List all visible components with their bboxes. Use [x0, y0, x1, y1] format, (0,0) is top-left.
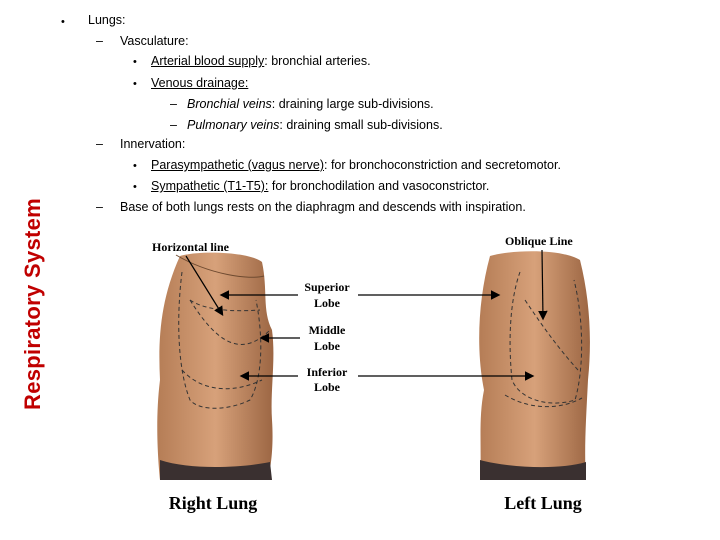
superior-lobe-label: Lobe — [313, 296, 341, 310]
pulmonary-veins: Pulmonary veins: draining small sub-divisions. — [187, 118, 443, 132]
bullet-icon: • — [133, 160, 137, 172]
vasculature-label: Vasculature: — [120, 34, 189, 48]
parasympathetic: Parasympathetic (vagus nerve): for bronchoconstriction and secretomotor. — [151, 158, 561, 172]
side-title: Respiratory System — [20, 197, 45, 410]
left-torso-image — [479, 251, 590, 480]
innervation-label: Innervation: — [120, 137, 186, 151]
dash-icon: – — [170, 97, 177, 111]
dash-icon: – — [96, 137, 103, 151]
arterial-supply: Arterial blood supply: bronchial arteries. — [151, 54, 371, 68]
dash-icon: – — [170, 118, 177, 132]
dash-icon: – — [96, 34, 103, 48]
superior-label: Superior — [304, 280, 350, 294]
bronchial-veins: Bronchial veins: draining large sub-divisions. — [187, 97, 434, 111]
inferior-label: Inferior — [306, 365, 348, 379]
oblique-line-label: Oblique Line — [505, 234, 573, 248]
bullet-icon: • — [133, 56, 137, 68]
middle-label: Middle — [308, 323, 346, 337]
base-of-lungs: Base of both lungs rests on the diaphragm and descends with inspiration. — [120, 200, 526, 214]
bullet-icon: • — [133, 181, 137, 193]
heading-lungs: Lungs: — [88, 13, 126, 27]
dash-icon: – — [96, 200, 103, 214]
inferior-lobe-label: Lobe — [313, 380, 341, 394]
bullet-icon: • — [133, 78, 137, 90]
right-torso-image — [157, 253, 273, 480]
venous-drainage: Venous drainage: — [151, 76, 249, 90]
horizontal-line-label: Horizontal line — [152, 240, 229, 254]
left-lung-caption: Left Lung — [504, 493, 582, 513]
sympathetic: Sympathetic (T1-T5): for bronchodilation and vasoconstrictor. — [151, 179, 490, 193]
bullet-icon: • — [61, 16, 65, 28]
right-lung-caption: Right Lung — [168, 493, 258, 513]
middle-lobe-label: Lobe — [313, 339, 341, 353]
